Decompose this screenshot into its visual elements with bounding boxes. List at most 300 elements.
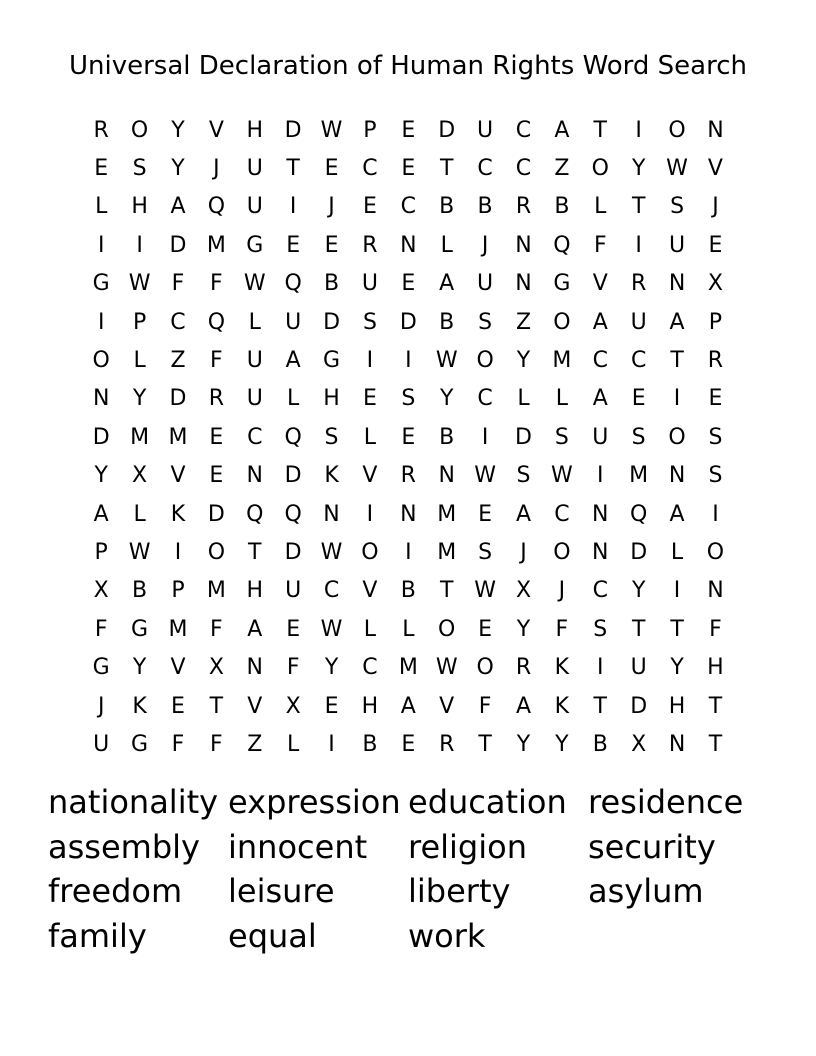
grid-letter[interactable]: T [439, 156, 454, 182]
grid-letter[interactable]: B [132, 578, 148, 604]
grid-letter[interactable]: H [323, 386, 340, 412]
grid-letter[interactable]: B [439, 194, 455, 220]
grid-letter[interactable]: T [631, 194, 646, 220]
grid-letter[interactable]: F [210, 348, 223, 374]
grid-letter[interactable]: A [515, 693, 532, 719]
grid-letter[interactable]: N [668, 731, 686, 757]
grid-letter[interactable]: Q [284, 424, 302, 450]
grid-letter[interactable]: Y [631, 578, 646, 604]
grid-letter[interactable]: O [553, 539, 571, 565]
grid-letter[interactable]: N [668, 463, 686, 489]
grid-letter[interactable]: R [707, 348, 724, 374]
grid-letter[interactable]: R [93, 117, 109, 143]
grid-letter[interactable]: X [132, 463, 148, 489]
grid-letter[interactable]: X [93, 578, 109, 604]
grid-letter[interactable]: Q [553, 232, 571, 258]
grid-letter[interactable]: C [323, 578, 340, 604]
grid-letter[interactable]: E [209, 463, 224, 489]
grid-letter[interactable]: M [629, 463, 649, 489]
grid-letter[interactable]: U [477, 117, 494, 143]
grid-letter[interactable]: D [169, 386, 187, 412]
grid-letter[interactable]: O [476, 348, 494, 374]
grid-letter[interactable]: Y [516, 348, 531, 374]
grid-letter[interactable]: G [131, 616, 149, 642]
grid-letter[interactable]: I [97, 309, 105, 335]
grid-letter[interactable]: N [668, 271, 686, 297]
grid-letter[interactable]: Y [516, 616, 531, 642]
grid-letter[interactable]: I [328, 731, 335, 757]
grid-letter[interactable]: T [670, 348, 684, 374]
grid-letter[interactable]: O [476, 655, 494, 681]
grid-letter[interactable]: K [170, 501, 186, 527]
grid-letter[interactable]: B [323, 271, 340, 297]
grid-letter[interactable]: L [517, 386, 530, 412]
grid-letter[interactable]: C [362, 655, 378, 681]
grid-letter[interactable]: E [94, 156, 109, 182]
grid-letter[interactable]: D [438, 117, 456, 143]
grid-letter[interactable]: W [243, 271, 266, 297]
grid-letter[interactable]: C [477, 156, 493, 182]
grid-letter[interactable]: Y [324, 655, 339, 681]
grid-letter[interactable]: A [592, 386, 608, 412]
word-list-item: equal [228, 916, 317, 955]
grid-letter[interactable]: V [439, 693, 455, 719]
grid-letter[interactable]: T [439, 578, 454, 604]
grid-letter[interactable]: F [210, 271, 223, 297]
grid-letter[interactable]: D [92, 424, 110, 450]
grid-letter[interactable]: Y [132, 655, 147, 681]
grid-letter[interactable]: K [132, 693, 147, 719]
grid-letter[interactable]: C [592, 578, 608, 604]
grid-letter[interactable]: J [558, 578, 566, 604]
grid-letter[interactable]: V [592, 271, 608, 297]
grid-letter[interactable]: B [554, 194, 570, 220]
grid-letter[interactable]: W [128, 539, 151, 565]
grid-letter[interactable]: B [400, 578, 416, 604]
grid-letter[interactable]: D [169, 232, 187, 258]
grid-letter[interactable]: L [670, 539, 684, 565]
grid-letter[interactable]: W [435, 655, 458, 681]
grid-letter[interactable]: A [285, 348, 301, 374]
grid-letter[interactable]: U [361, 271, 378, 297]
grid-letter[interactable]: X [208, 655, 224, 681]
grid-letter[interactable]: I [366, 501, 374, 527]
grid-letter[interactable]: I [136, 232, 143, 258]
grid-letter[interactable]: N [92, 386, 110, 412]
grid-letter[interactable]: D [207, 501, 225, 527]
grid-letter[interactable]: S [516, 463, 531, 489]
grid-letter[interactable]: I [635, 117, 642, 143]
grid-letter[interactable]: B [439, 424, 455, 450]
grid-letter[interactable]: E [401, 271, 416, 297]
grid-letter[interactable]: G [92, 271, 110, 297]
grid-letter[interactable]: J [328, 194, 335, 220]
grid-letter[interactable]: R [208, 386, 225, 412]
grid-letter[interactable]: Y [516, 731, 531, 757]
grid-letter[interactable]: W [320, 616, 343, 642]
grid-letter[interactable]: U [285, 309, 302, 335]
grid-letter[interactable]: F [210, 616, 223, 642]
grid-letter[interactable]: L [287, 731, 300, 757]
grid-letter[interactable]: A [592, 309, 608, 335]
grid-letter[interactable]: C [630, 348, 647, 374]
grid-letter[interactable]: E [286, 616, 301, 642]
grid-letter[interactable]: B [592, 731, 608, 757]
grid-letter[interactable]: E [401, 731, 416, 757]
grid-letter[interactable]: F [171, 731, 185, 757]
grid-letter[interactable]: E [631, 386, 646, 412]
grid-letter[interactable]: M [130, 424, 150, 450]
word-list-item: innocent [228, 827, 368, 866]
grid-letter[interactable]: W [320, 539, 343, 565]
grid-letter[interactable]: U [246, 156, 263, 182]
grid-letter[interactable]: M [168, 424, 188, 450]
grid-letter[interactable]: V [247, 693, 263, 719]
grid-letter[interactable]: I [289, 194, 297, 220]
grid-letter[interactable]: D [323, 309, 341, 335]
grid-letter[interactable]: O [130, 117, 149, 143]
grid-letter[interactable]: W [666, 156, 688, 182]
grid-letter[interactable]: W [474, 463, 496, 489]
grid-letter[interactable]: M [437, 501, 457, 527]
grid-letter[interactable]: Z [247, 731, 263, 757]
grid-letter[interactable]: R [400, 463, 416, 489]
grid-letter[interactable]: C [515, 156, 532, 182]
grid-letter[interactable]: X [707, 271, 723, 297]
grid-letter[interactable]: U [246, 194, 263, 220]
grid-letter[interactable]: N [592, 501, 609, 527]
grid-letter[interactable]: D [399, 309, 417, 335]
grid-letter[interactable]: J [520, 539, 527, 565]
grid-letter[interactable]: U [93, 731, 110, 757]
grid-letter[interactable]: M [437, 539, 457, 565]
grid-letter[interactable]: G [92, 655, 110, 681]
grid-letter[interactable]: H [131, 194, 148, 220]
grid-letter[interactable]: F [210, 731, 223, 757]
grid-letter[interactable]: I [597, 463, 604, 489]
grid-letter[interactable]: A [439, 271, 455, 297]
grid-letter[interactable]: S [132, 156, 147, 182]
word-list-item: nationality [48, 783, 219, 821]
grid-letter[interactable]: P [171, 578, 185, 604]
grid-letter[interactable]: U [477, 271, 494, 297]
grid-letter[interactable]: N [438, 463, 455, 489]
grid-letter[interactable]: J [213, 156, 220, 182]
grid-letter[interactable]: O [361, 539, 379, 565]
grid-letter[interactable]: I [712, 501, 719, 527]
grid-letter[interactable]: F [94, 616, 108, 642]
grid-letter[interactable]: U [630, 309, 647, 335]
grid-letter[interactable]: E [362, 194, 377, 220]
grid-letter[interactable]: N [515, 271, 532, 297]
grid-letter[interactable]: Y [555, 731, 569, 757]
grid-letter[interactable]: T [209, 693, 224, 719]
grid-letter[interactable]: T [708, 693, 723, 719]
grid-letter[interactable]: E [324, 232, 339, 258]
grid-letter[interactable]: Q [246, 501, 264, 527]
grid-letter[interactable]: B [477, 194, 493, 220]
grid-letter[interactable]: T [593, 117, 607, 143]
grid-letter[interactable]: D [515, 424, 532, 450]
grid-letter[interactable]: B [362, 731, 378, 757]
grid-letter[interactable]: L [95, 194, 108, 220]
grid-letter[interactable]: O [706, 539, 725, 565]
grid-letter[interactable]: O [438, 616, 456, 642]
grid-letter[interactable]: D [284, 539, 302, 565]
grid-letter[interactable]: R [515, 194, 532, 220]
grid-letter[interactable]: W [435, 348, 458, 374]
grid-letter[interactable]: U [592, 424, 609, 450]
grid-letter[interactable]: M [398, 655, 418, 681]
grid-letter[interactable]: D [284, 463, 302, 489]
grid-letter[interactable]: A [554, 117, 570, 143]
grid-letter[interactable]: C [362, 156, 378, 182]
grid-letter[interactable]: E [171, 693, 185, 719]
grid-letter[interactable]: P [94, 539, 108, 565]
grid-letter[interactable]: A [93, 501, 109, 527]
grid-letter[interactable]: C [477, 386, 493, 412]
grid-letter[interactable]: U [285, 578, 302, 604]
grid-letter[interactable]: Q [207, 309, 226, 335]
grid-letter[interactable]: Z [554, 156, 570, 182]
grid-letter[interactable]: O [92, 348, 110, 374]
grid-letter[interactable]: O [553, 309, 571, 335]
grid-letter[interactable]: E [478, 616, 493, 642]
grid-letter[interactable]: I [635, 232, 642, 258]
grid-letter[interactable]: G [553, 271, 571, 297]
grid-letter[interactable]: W [128, 271, 151, 297]
grid-letter[interactable]: Q [284, 501, 302, 527]
grid-letter[interactable]: S [478, 309, 493, 335]
grid-letter[interactable]: P [708, 309, 723, 335]
grid-letter[interactable]: L [363, 616, 377, 642]
grid-letter[interactable]: J [481, 232, 489, 258]
grid-letter[interactable]: I [97, 232, 105, 258]
grid-letter[interactable]: C [592, 348, 608, 374]
grid-letter[interactable]: A [515, 501, 532, 527]
grid-letter[interactable]: I [673, 578, 681, 604]
grid-letter[interactable]: P [363, 117, 377, 143]
grid-letter[interactable]: P [132, 309, 147, 335]
grid-letter[interactable]: A [170, 194, 186, 220]
grid-letter[interactable]: E [401, 156, 416, 182]
grid-letter[interactable]: D [630, 693, 648, 719]
grid-letter[interactable]: V [170, 655, 186, 681]
grid-letter[interactable]: N [323, 501, 340, 527]
grid-letter[interactable]: T [248, 539, 262, 565]
grid-letter[interactable]: Y [171, 156, 185, 182]
grid-letter[interactable]: F [171, 271, 185, 297]
grid-letter[interactable]: E [478, 501, 493, 527]
grid-letter[interactable]: Q [207, 194, 226, 220]
grid-letter[interactable]: I [673, 386, 681, 412]
grid-letter[interactable]: T [708, 731, 723, 757]
grid-letter[interactable]: A [400, 693, 416, 719]
grid-letter[interactable]: I [174, 539, 182, 565]
grid-letter[interactable]: Z [170, 348, 186, 374]
word-list-item: security [588, 827, 716, 866]
grid-letter[interactable]: T [593, 693, 607, 719]
grid-letter[interactable]: E [401, 424, 416, 450]
grid-letter[interactable]: D [630, 539, 648, 565]
grid-letter[interactable]: L [555, 386, 569, 412]
grid-letter[interactable]: W [320, 117, 343, 143]
grid-letter[interactable]: I [597, 655, 604, 681]
grid-letter[interactable]: F [478, 693, 492, 719]
grid-letter[interactable]: H [668, 693, 686, 719]
grid-letter[interactable]: F [709, 616, 722, 642]
grid-letter[interactable]: K [554, 655, 570, 681]
grid-letter[interactable]: I [366, 348, 374, 374]
word-list-item: freedom [48, 872, 183, 910]
grid-letter[interactable]: X [515, 578, 532, 604]
grid-letter[interactable]: N [400, 232, 417, 258]
grid-letter[interactable]: Q [630, 501, 648, 527]
grid-letter[interactable]: S [324, 424, 339, 450]
grid-letter[interactable]: L [440, 232, 453, 258]
grid-letter[interactable]: S [401, 386, 416, 412]
grid-letter[interactable]: E [286, 232, 301, 258]
grid-letter[interactable]: C [247, 424, 263, 450]
grid-letter[interactable]: L [363, 424, 377, 450]
grid-letter[interactable]: O [207, 539, 226, 565]
grid-letter[interactable]: A [247, 616, 263, 642]
grid-letter[interactable]: H [707, 655, 724, 681]
word-list [48, 782, 768, 960]
grid-letter[interactable]: E [324, 156, 339, 182]
grid-letter[interactable]: T [670, 616, 684, 642]
grid-letter[interactable]: O [668, 424, 686, 450]
grid-letter[interactable]: L [248, 309, 261, 335]
grid-letter[interactable]: S [478, 539, 493, 565]
grid-letter[interactable]: T [478, 731, 492, 757]
grid-letter[interactable]: Y [631, 156, 646, 182]
grid-letter[interactable]: F [593, 232, 607, 258]
grid-letter[interactable]: T [286, 156, 300, 182]
grid-letter[interactable]: Y [94, 463, 108, 489]
grid-letter[interactable]: H [246, 117, 264, 143]
grid-letter[interactable]: C [515, 117, 532, 143]
grid-letter[interactable]: I [481, 424, 489, 450]
grid-letter[interactable]: M [206, 232, 226, 258]
grid-letter[interactable]: S [670, 194, 685, 220]
grid-letter[interactable]: H [246, 578, 264, 604]
grid-letter[interactable]: R [515, 655, 532, 681]
grid-letter[interactable]: Z [515, 309, 532, 335]
grid-letter[interactable]: S [362, 309, 377, 335]
grid-letter[interactable]: R [362, 232, 378, 258]
grid-letter[interactable]: S [593, 616, 608, 642]
grid-letter[interactable]: N [246, 655, 263, 681]
grid-letter[interactable]: V [362, 578, 378, 604]
word-list-item: religion [408, 827, 527, 866]
grid-letter[interactable]: U [246, 386, 263, 412]
grid-letter[interactable]: N [515, 232, 532, 258]
page-title: Universal Declaration of Human Rights Word Search [69, 51, 747, 81]
grid-letter[interactable]: U [669, 232, 686, 258]
grid-letter[interactable]: J [97, 693, 105, 719]
grid-letter[interactable]: Y [439, 386, 454, 412]
grid-letter[interactable]: O [591, 156, 609, 182]
grid-letter[interactable]: B [439, 309, 455, 335]
grid-letter[interactable]: G [131, 731, 149, 757]
grid-letter[interactable]: Y [171, 117, 185, 143]
grid-letter[interactable]: D [284, 117, 302, 143]
grid-letter[interactable]: G [323, 348, 341, 374]
grid-letter[interactable]: E [209, 424, 224, 450]
letter-grid [82, 111, 735, 764]
grid-letter[interactable]: L [594, 194, 607, 220]
grid-letter[interactable]: O [668, 117, 686, 143]
grid-letter[interactable]: S [554, 424, 569, 450]
grid-letter[interactable]: X [631, 731, 647, 757]
grid-letter[interactable]: L [133, 348, 146, 374]
grid-letter[interactable]: V [707, 156, 723, 182]
grid-letter[interactable]: R [631, 271, 647, 297]
grid-letter[interactable]: E [708, 386, 723, 412]
grid-letter[interactable]: C [170, 309, 186, 335]
grid-letter[interactable]: Q [284, 271, 302, 297]
grid-letter[interactable]: E [362, 386, 377, 412]
grid-letter[interactable]: M [552, 348, 572, 374]
grid-letter[interactable]: J [712, 194, 719, 220]
grid-letter[interactable]: U [246, 348, 263, 374]
grid-letter[interactable]: L [402, 616, 415, 642]
grid-letter[interactable]: Y [132, 386, 147, 412]
grid-letter[interactable]: R [439, 731, 455, 757]
grid-letter[interactable]: N [707, 117, 724, 143]
grid-letter[interactable]: W [551, 463, 573, 489]
word-list-item: leisure [228, 872, 335, 910]
word-list-item: residence [588, 783, 744, 821]
grid-letter[interactable]: L [287, 386, 300, 412]
grid-letter[interactable]: F [286, 655, 300, 681]
grid-letter[interactable]: V [362, 463, 378, 489]
grid-letter[interactable]: I [405, 348, 412, 374]
grid-letter[interactable]: V [170, 463, 186, 489]
grid-letter[interactable]: K [324, 463, 339, 489]
grid-letter[interactable]: E [708, 232, 723, 258]
grid-letter[interactable]: C [554, 501, 570, 527]
grid-letter[interactable]: N [707, 578, 724, 604]
grid-letter[interactable]: X [285, 693, 301, 719]
grid-letter[interactable]: N [400, 501, 417, 527]
grid-letter[interactable]: F [555, 616, 569, 642]
grid-letter[interactable]: C [400, 194, 416, 220]
grid-letter[interactable]: E [324, 693, 339, 719]
grid-letter[interactable]: G [246, 232, 264, 258]
grid-letter[interactable]: A [669, 501, 685, 527]
grid-letter[interactable]: K [554, 693, 570, 719]
grid-letter[interactable]: S [631, 424, 646, 450]
grid-letter[interactable]: M [206, 578, 226, 604]
grid-letter[interactable]: N [246, 463, 263, 489]
grid-letter[interactable]: E [401, 117, 416, 143]
grid-letter[interactable]: H [361, 693, 379, 719]
grid-letter[interactable]: V [208, 117, 224, 143]
grid-letter[interactable]: T [631, 616, 646, 642]
grid-letter[interactable]: I [405, 539, 412, 565]
grid-letter[interactable]: Y [670, 655, 684, 681]
grid-letter[interactable]: M [168, 616, 188, 642]
grid-letter[interactable]: L [133, 501, 146, 527]
grid-letter[interactable]: W [474, 578, 496, 604]
grid-letter[interactable]: U [630, 655, 647, 681]
grid-letter[interactable]: A [669, 309, 685, 335]
grid-letter[interactable]: N [592, 539, 609, 565]
grid-letter[interactable]: S [708, 424, 723, 450]
grid-letter[interactable]: S [708, 463, 723, 489]
